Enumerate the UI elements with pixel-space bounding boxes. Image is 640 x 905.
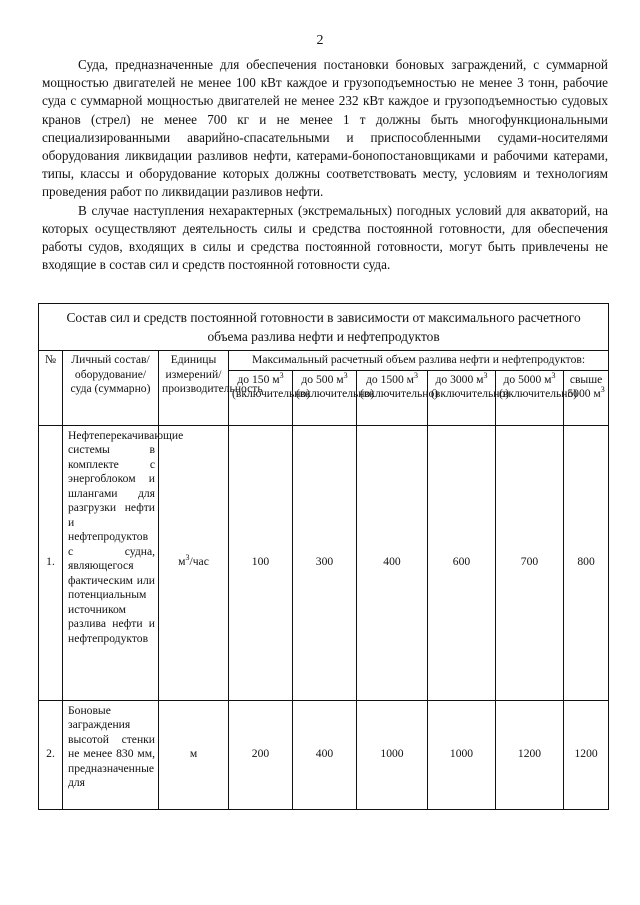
page-number: 2 <box>316 33 324 48</box>
header-volume-3000: до 3000 $м^3$ (включительно) <box>428 370 496 425</box>
paragraph-extreme-weather: В случае наступления нехарактерных (экстремальных) погодных условий для акваторий, на которых осуществляют деятельность силы и средства постоянной готовности, для обеспечения работы судов, входящих в силы и средства постоянной готовности, могут быть привлечены не входящие в состав сил и средств постоянной готовности суда. <box>42 202 608 273</box>
table-row <box>39 425 609 700</box>
header-volume-1500: до 1500 $м^3$ (включительно) <box>357 370 428 425</box>
row-value: 100 <box>229 425 293 700</box>
header-composition: Личный состав/оборудование/ суда (суммарно) <box>63 351 159 426</box>
row-value: 300 <box>293 425 357 700</box>
row-value: 600 <box>428 425 496 700</box>
row-name: Боновые заграждения высотой стенки не менее 830 мм, предназначенные для <box>63 700 159 809</box>
body-text <box>42 56 608 274</box>
header-max-volume: Максимальный расчетный объем разлива нефти и нефтепродуктов: <box>229 351 609 371</box>
table-caption-row <box>39 304 609 351</box>
row-num: 1. <box>39 425 63 700</box>
row-value: 700 <box>496 425 564 700</box>
row-value: 1000 <box>357 700 428 809</box>
header-units: Единицы измерений/ производительность <box>159 351 229 426</box>
row-value: 1200 <box>564 700 609 809</box>
forces-table <box>38 303 609 810</box>
header-volume-500: до 500 $м^3$ (включительно) <box>293 370 357 425</box>
row-value: 400 <box>357 425 428 700</box>
table-caption: Состав сил и средств постоянной готовности в зависимости от максимального расчетного объема разлива нефти и нефтепродуктов <box>39 304 609 351</box>
row-num: 2. <box>39 700 63 809</box>
row-value: 400 <box>293 700 357 809</box>
row-value: 1000 <box>428 700 496 809</box>
header-volume-over-5000: свыше 5000 $м^3$ <box>564 370 609 425</box>
paragraph-vessels: Суда, предназначенные для обеспечения постановки боновых заграждений, с суммарной мощностью двигателей не менее 100 кВт каждое и грузоподъемностью не менее 3 тонн, рабочие суда с суммарной мощностью двигателей не менее 232 кВт каждое и грузоподъемностью судовых кранов (стрел) не менее 700 кг и не менее 1 т должны быть многофункциональными специализированными аварийно-спасательными и приспособленными судами-носителями оборудования ликвидации разливов нефти, катерами-бонопостановщиками и рабочими катерами, типы, классы и оборудование которых должны соответствовать месту, условиям и технологиям проведения работ по ликвидации разливов нефти. <box>42 57 608 200</box>
row-value: 800 <box>564 425 609 700</box>
header-volume-150: до 150 $м^3$ (включительно) <box>229 370 293 425</box>
header-num: № <box>39 351 63 426</box>
row-value: 200 <box>229 700 293 809</box>
table-header-row-1 <box>39 351 609 371</box>
row-unit: $м^3$/час <box>159 425 229 700</box>
row-unit: м <box>159 700 229 809</box>
row-value: 1200 <box>496 700 564 809</box>
row-name: Нефтеперекачивающие системы в комплекте с энергоблоком и шлангами для разгрузки нефти и нефтепродуктов с судна, являющегося фактическим или потенциальным источником разлива нефти и нефтепродуктов <box>63 425 159 700</box>
header-volume-5000: до 5000 $м^3$ (включительно) <box>496 370 564 425</box>
table-row <box>39 700 609 809</box>
